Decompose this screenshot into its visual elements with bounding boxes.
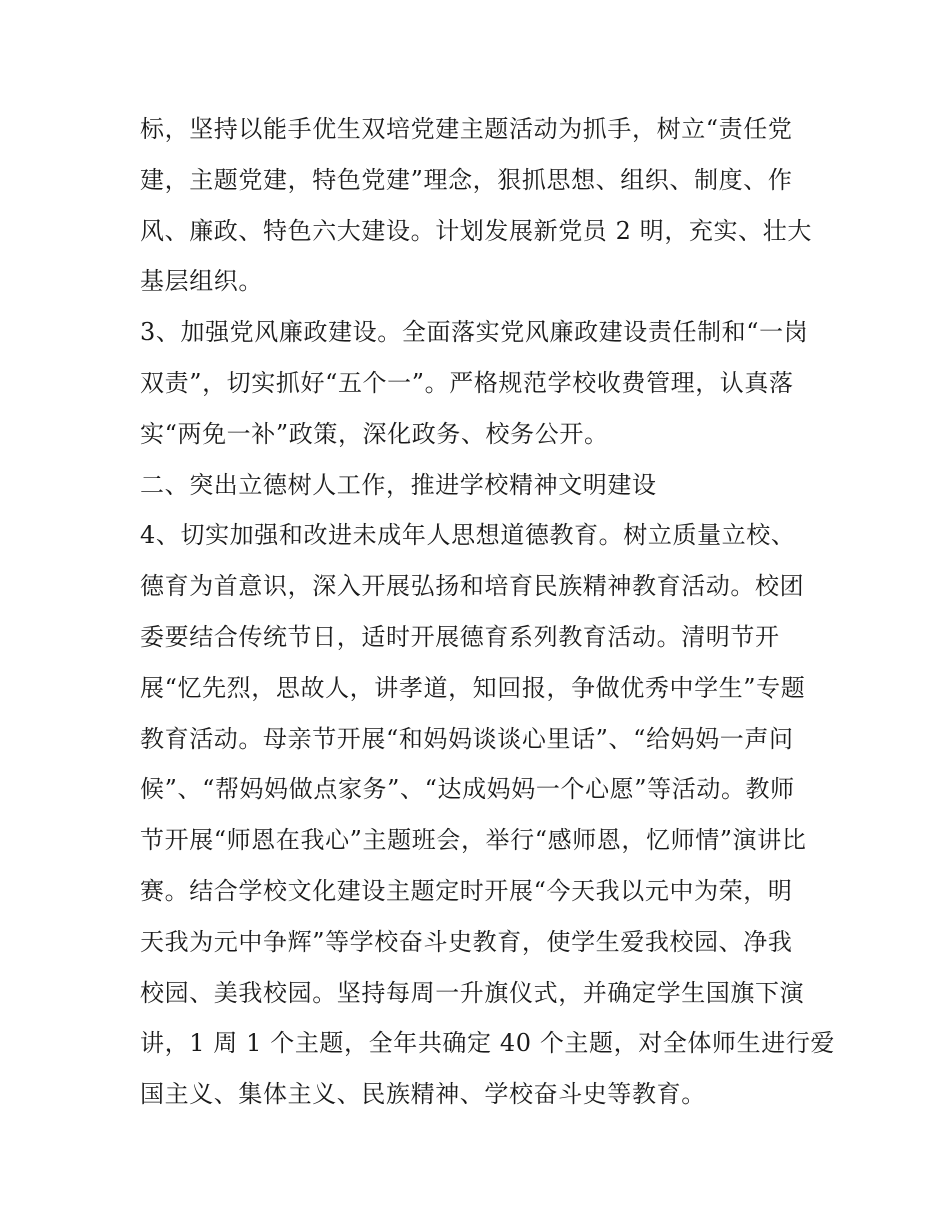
text-line: 国主义、集体主义、民族精神、学校奋斗史等教育。 bbox=[140, 1080, 706, 1109]
text-line: 双责”，切实抓好“五个一”。严格规范学校收费管理，认真落 bbox=[140, 368, 794, 397]
text-line: 赛。结合学校文化建设主题定时开展“今天我以元中为荣，明 bbox=[140, 876, 793, 905]
text-line: 建，主题党建，特色党建”理念，狠抓思想、组织、制度、作 bbox=[140, 165, 793, 194]
text-line: 风、廉政、特色六大建设。计划发展新党员 2 明，充实、壮大 bbox=[140, 216, 812, 245]
section-heading: 二、突出立德树人工作，推进学校精神文明建设 bbox=[140, 470, 657, 499]
text-line: 标，坚持以能手优生双培党建主题活动为抓手，树立“责任党 bbox=[140, 115, 793, 143]
text-line: 展“忆先烈，思故人，讲孝道，知回报，争做优秀中学生”专题 bbox=[140, 673, 806, 702]
text-line: 4、切实加强和改进未成年人思想道德教育。树立质量立校、 bbox=[140, 521, 796, 550]
text-line: 实“两免一补”政策，深化政务、校务公开。 bbox=[140, 419, 609, 448]
text-line: 校园、美我校园。坚持每周一升旗仪式，并确定学生国旗下演 bbox=[140, 978, 805, 1007]
text-line: 委要结合传统节日，适时开展德育系列教育活动。清明节开 bbox=[140, 622, 780, 651]
text-line: 基层组织。 bbox=[140, 267, 263, 296]
text-line: 教育活动。母亲节开展“和妈妈谈谈心里话”、“给妈妈一声问 bbox=[140, 724, 794, 753]
text-line: 候”、“帮妈妈做点家务”、“达成妈妈一个心愿”等活动。教师 bbox=[140, 775, 795, 804]
text-line: 德育为首意识，深入开展弘扬和培育民族精神教育活动。校团 bbox=[140, 572, 805, 601]
text-line: 节开展“师恩在我心”主题班会，举行“感师恩，忆师情”演讲比 bbox=[140, 826, 807, 855]
document-body bbox=[140, 104, 836, 1120]
text-line: 3、加强党风廉政建设。全面落实党风廉政建设责任制和“一岗 bbox=[140, 318, 809, 347]
text-line: 讲，1 周 1 个主题，全年共确定 40 个主题，对全体师生进行爱 bbox=[140, 1029, 836, 1058]
text-line: 天我为元中争辉”等学校奋斗史教育，使学生爱我校园、净我 bbox=[140, 927, 793, 956]
